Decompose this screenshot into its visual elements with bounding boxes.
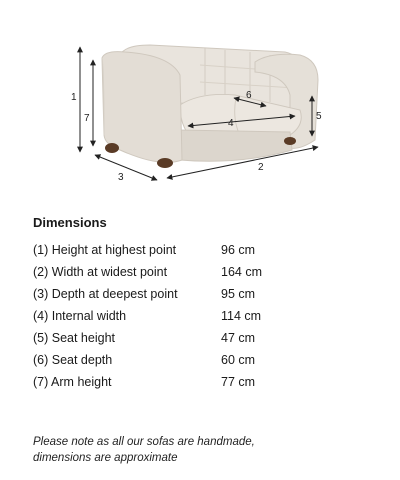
sofa-dimension-diagram: [0, 0, 400, 200]
dimension-label: (6) Seat depth: [33, 353, 113, 367]
dimension-label: (3) Depth at deepest point: [33, 287, 178, 301]
dimension-value: 47 cm: [221, 331, 256, 345]
label-5: 5: [316, 111, 322, 122]
dimension-label: (7) Arm height: [33, 375, 112, 389]
dimensions-heading: Dimensions: [33, 215, 107, 230]
handmade-note: [33, 434, 255, 466]
dimension-row: [33, 375, 293, 397]
label-7: 7: [84, 113, 90, 124]
dimension-value: 114 cm: [221, 309, 262, 323]
dimension-label: (4) Internal width: [33, 309, 127, 323]
label-3: 3: [118, 172, 124, 183]
dimension-value: 60 cm: [221, 353, 256, 367]
dimension-label: (5) Seat height: [33, 331, 115, 345]
sofa-illustration: [102, 45, 318, 168]
dimension-row: [33, 309, 293, 331]
label-2: 2: [258, 162, 264, 173]
note-line-2: dimensions are approximate: [33, 452, 178, 464]
label-6: 6: [246, 90, 252, 101]
dimension-row: [33, 265, 293, 287]
dimension-value: 95 cm: [221, 287, 256, 301]
label-1: 1: [71, 92, 77, 103]
dimension-row: [33, 287, 293, 309]
dimension-value: 96 cm: [221, 243, 256, 257]
dimension-label: (1) Height at highest point: [33, 243, 177, 257]
dimensions-list: [33, 243, 293, 397]
dimension-row: [33, 353, 293, 375]
label-4: 4: [228, 118, 234, 129]
dimension-row: [33, 243, 293, 265]
dimension-value: 77 cm: [221, 375, 256, 389]
dimension-value: 164 cm: [221, 265, 262, 279]
dimension-row: [33, 331, 293, 353]
note-line-1: Please note as all our sofas are handmade,: [33, 436, 255, 448]
dimension-label: (2) Width at widest point: [33, 265, 168, 279]
